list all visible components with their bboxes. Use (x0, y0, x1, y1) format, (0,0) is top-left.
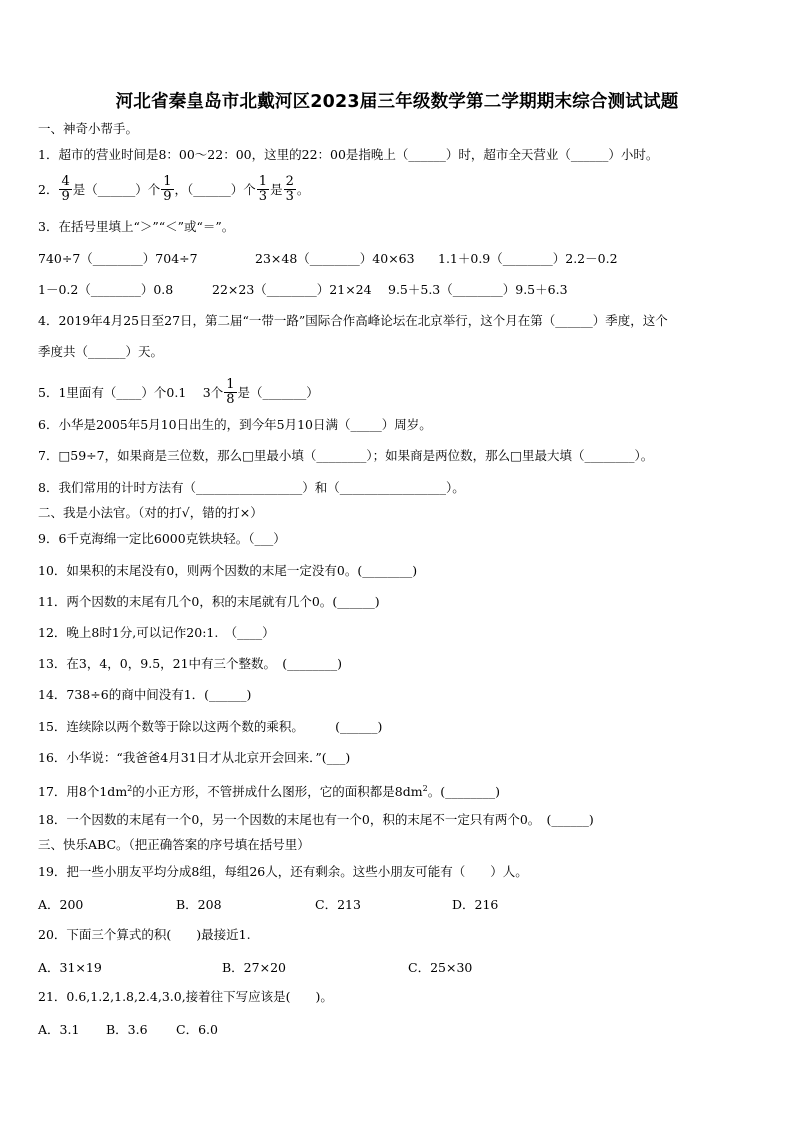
option-c: C．6.0 (176, 1022, 218, 1037)
compare-item: 9.5＋5.3（________）9.5＋6.3 (388, 282, 568, 297)
question-4-line-2: 季度共（______）天。 (38, 344, 164, 359)
question-10: 10．如果积的末尾没有0，则两个因数的末尾一定没有0。(________) (38, 563, 418, 578)
option-b: B．27×20 (222, 960, 286, 975)
question-2-text: 。 (296, 182, 310, 197)
fraction-denominator: 8 (226, 392, 235, 407)
question-20: 20．下面三个算式的积( )最接近1. (38, 927, 251, 942)
option-b: B．208 (176, 897, 222, 912)
question-2-text: 是 (270, 182, 283, 197)
question-13: 13．在3，4，0，9.5，21中有三个整数。 (________) (38, 656, 343, 671)
question-4-line-1: 4．2019年4月25日至27日，第二届“一带一路”国际合作高峰论坛在北京举行，这个月在第（______）季度，这个 (38, 313, 668, 328)
option-c: C．213 (315, 897, 361, 912)
option-c: C．25×30 (408, 960, 473, 975)
section-heading-1: 一、神奇小帮手。 (38, 121, 139, 136)
question-6: 6．小华是2005年5月10日出生的，到今年5月10日满（_____）周岁。 (38, 417, 432, 432)
fraction (224, 378, 236, 407)
fraction-numerator: 2 (285, 174, 294, 189)
question-2 (38, 176, 309, 205)
question-15: 15．连续除以两个数等于除以这两个数的乘积。 (______) (38, 719, 383, 734)
fraction (284, 175, 296, 204)
section-heading-2: 二、我是小法官。（对的打√，错的打×） (38, 505, 263, 520)
question-5-text: 5．1里面有（____）个0.1 3个 (38, 385, 224, 400)
question-8: 8．我们常用的计时方法有（_________________）和（_________________）。 (38, 480, 465, 495)
unit-dm: 8dm (394, 784, 423, 800)
compare-item: 740÷7（________）704÷7 (38, 251, 198, 266)
question-17-text: 17．用8个 (38, 784, 100, 800)
compare-item: 1－0.2（________）0.8 (38, 282, 174, 297)
option-b: B．3.6 (106, 1022, 148, 1037)
page-title: 河北省秦皇岛市北戴河区2023届三年级数学第二学期期末综合测试试题 (115, 92, 679, 112)
question-21: 21．0.6,1.2,1.8,2.4,3.0,接着往下写应该是( )。 (38, 989, 333, 1004)
fraction-denominator: 9 (61, 189, 70, 204)
question-2-text: 是（______）个 (72, 182, 161, 197)
superscript: 2 (422, 784, 428, 793)
option-a: A．31×19 (38, 960, 102, 975)
question-9: 9．6千克海绵一定比6000克铁块轻。（___） (38, 531, 286, 546)
compare-item: 23×48（________）40×63 (255, 251, 415, 266)
unit-dm: 1dm (99, 784, 128, 800)
fraction (59, 175, 71, 204)
fraction-numerator: 1 (163, 174, 172, 189)
question-5 (38, 379, 319, 408)
compare-item: 22×23（________）21×24 (212, 282, 372, 297)
question-3: 3．在括号里填上“＞”“＜”或“＝”。 (38, 219, 235, 234)
question-2-prefix: 2． (38, 182, 59, 197)
question-18: 18．一个因数的末尾有一个0，另一个因数的末尾也有一个0，积的末尾不一定只有两个0。 (______) (38, 812, 594, 827)
compare-item: 1.1＋0.9（________）2.2－0.2 (438, 251, 618, 266)
section-heading-3: 三、快乐ABC。（把正确答案的序号填在括号里） (38, 837, 310, 852)
question-12: 12．晚上8时1分,可以记作20:1. （____） (38, 625, 275, 640)
question-5-text: 是（_______） (237, 385, 319, 400)
question-17-text: 。(________) (427, 784, 500, 800)
question-1: 1．超市的营业时间是8：00～22：00，这里的22：00是指晚上（______）时，超市全天营业（______）小时。 (38, 147, 659, 162)
fraction-denominator: 9 (163, 189, 172, 204)
question-17 (38, 781, 500, 800)
question-14: 14．738÷6的商中间没有1．(______) (38, 687, 252, 702)
fraction (161, 175, 173, 204)
fraction-denominator: 3 (285, 189, 294, 204)
option-a: A．3.1 (38, 1022, 80, 1037)
question-2-text: ，（______）个 (174, 182, 256, 197)
superscript: 2 (127, 784, 133, 793)
question-16: 16．小华说：“我爸爸4月31日才从北京开会回来．”(___) (38, 750, 351, 765)
question-17-text: 的小正方形，不管拼成什么图形，它的面积都是 (132, 784, 395, 800)
question-11: 11．两个因数的末尾有几个0，积的末尾就有几个0。(______) (38, 594, 380, 609)
fraction (257, 175, 269, 204)
option-a: A．200 (38, 897, 84, 912)
question-19: 19．把一些小朋友平均分成8组，每组26人，还有剩余。这些小朋友可能有（ ）人。 (38, 864, 528, 879)
option-d: D．216 (452, 897, 499, 912)
fraction-numerator: 4 (61, 174, 70, 189)
fraction-numerator: 1 (226, 377, 235, 392)
question-7: 7．□59÷7，如果商是三位数，那么□里最小填（________）；如果商是两位数，那么□里最大填（________）。 (38, 448, 654, 463)
fraction-denominator: 3 (258, 189, 268, 204)
fraction-numerator: 1 (258, 174, 268, 189)
